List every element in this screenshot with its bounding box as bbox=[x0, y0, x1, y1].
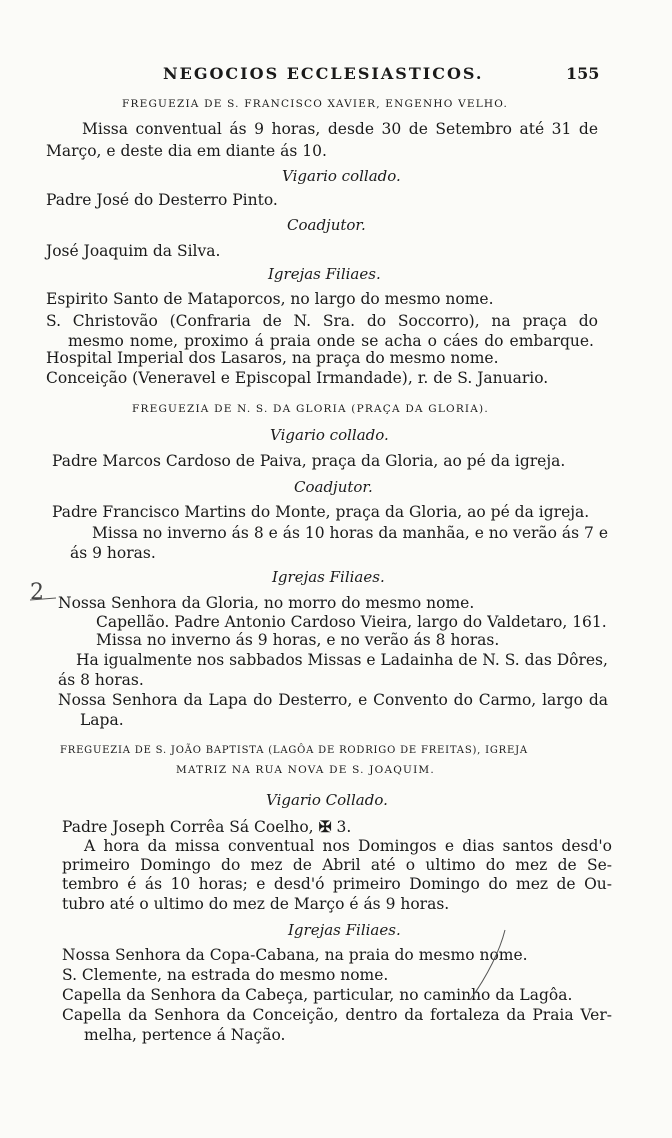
church-item: Nossa Senhora da Lapa do Desterro, e Convento do Carmo, largo da bbox=[58, 691, 608, 709]
vicar-name: Padre Joseph Corrêa Sá Coelho, ✠ 3. bbox=[62, 817, 352, 836]
church-item: Hospital Imperial dos Lasaros, na praça do mesmo nome. bbox=[46, 349, 499, 367]
mass-schedule-line: tembro é ás 10 horas; e desd'ó primeiro Domingo do mez de Ou- bbox=[62, 875, 612, 893]
vicar-title: Vigario Collado. bbox=[266, 791, 388, 809]
mass-schedule-line: primeiro Domingo do mez de Abril até o ultimo do mez de Se- bbox=[62, 856, 612, 874]
vicar-name: Padre José do Desterro Pinto. bbox=[46, 191, 278, 209]
chaplain-line: Capellão. Padre Antonio Cardoso Vieira, largo do Valdetaro, 161. bbox=[96, 613, 607, 631]
coadjutor-title: Coadjutor. bbox=[287, 216, 366, 234]
mass-schedule-line: Ha igualmente nos sabbados Missas e Ladainha de N. S. das Dôres, bbox=[76, 651, 608, 669]
mass-schedule-line: ás 9 horas. bbox=[70, 544, 156, 562]
section-heading: FREGUEZIA DE S. JOÃO BAPTISTA (LAGÔA DE RODRIGO DE FREITAS), IGREJA bbox=[60, 745, 528, 756]
vicar-name: Padre Marcos Cardoso de Paiva, praça da Gloria, ao pé da igreja. bbox=[52, 452, 566, 470]
church-item: Capella da Senhora da Conceição, dentro da fortaleza da Praia Ver- bbox=[62, 1006, 612, 1024]
cross-icon: ✠ bbox=[318, 817, 332, 836]
section-heading: MATRIZ NA RUA NOVA DE S. JOAQUIM. bbox=[176, 764, 435, 776]
vicar-title: Vigario collado. bbox=[270, 426, 389, 444]
church-item: Capella da Senhora da Cabeça, particular, no caminho da Lagôa. bbox=[62, 986, 573, 1004]
church-item: Conceição (Veneravel e Episcopal Irmandade), r. de S. Januario. bbox=[46, 369, 549, 387]
handwritten-margin-note: 2 bbox=[30, 580, 44, 605]
vicar-title: Vigario collado. bbox=[282, 167, 401, 185]
church-item: Lapa. bbox=[80, 711, 124, 729]
filiaes-title: Igrejas Filiaes. bbox=[268, 265, 381, 283]
section-heading: FREGUEZIA DE N. S. DA GLORIA (PRAÇA DA GLORIA). bbox=[132, 403, 489, 415]
mass-schedule-line: tubro até o ultimo do mez de Março é ás 9 horas. bbox=[62, 895, 450, 913]
church-item: S. Christovão (Confraria de N. Sra. do Soccorro), na praça do bbox=[46, 312, 598, 330]
page-header bbox=[0, 64, 672, 86]
mass-schedule-line: ás 8 horas. bbox=[58, 671, 144, 689]
church-item: mesmo nome, proximo á praia onde se acha o cáes do embarque. bbox=[68, 332, 594, 350]
church-item: Nossa Senhora da Copa-Cabana, na praia do mesmo nome. bbox=[62, 946, 528, 964]
coadjutor-title: Coadjutor. bbox=[294, 478, 373, 496]
coadjutor-name: José Joaquim da Silva. bbox=[46, 242, 221, 260]
church-item: S. Clemente, na estrada do mesmo nome. bbox=[62, 966, 389, 984]
mass-schedule-line: Missa no inverno ás 9 horas, e no verão ás 8 horas. bbox=[96, 631, 500, 649]
church-item: melha, pertence á Nação. bbox=[84, 1026, 286, 1044]
filiaes-title: Igrejas Filiaes. bbox=[288, 921, 401, 939]
coadjutor-name: Padre Francisco Martins do Monte, praça da Gloria, ao pé da igreja. bbox=[52, 503, 590, 521]
mass-schedule-line: Março, e deste dia em diante ás 10. bbox=[46, 142, 327, 160]
church-item: Espirito Santo de Mataporcos, no largo do mesmo nome. bbox=[46, 290, 494, 308]
church-item: Nossa Senhora da Gloria, no morro do mesmo nome. bbox=[58, 594, 475, 612]
mass-schedule-line: A hora da missa conventual nos Domingos e dias santos desd'o bbox=[84, 837, 612, 855]
page-number: 155 bbox=[566, 64, 600, 83]
filiaes-title: Igrejas Filiaes. bbox=[272, 568, 385, 586]
header-title: NEGOCIOS ECCLESIASTICOS. bbox=[163, 64, 484, 83]
mass-schedule-line: Missa no inverno ás 8 e ás 10 horas da manhãa, e no verão ás 7 e bbox=[92, 524, 608, 542]
mass-schedule-line: Missa conventual ás 9 horas, desde 30 de Setembro até 31 de bbox=[82, 120, 598, 138]
section-heading: FREGUEZIA DE S. FRANCISCO XAVIER, ENGENHO VELHO. bbox=[122, 98, 508, 110]
